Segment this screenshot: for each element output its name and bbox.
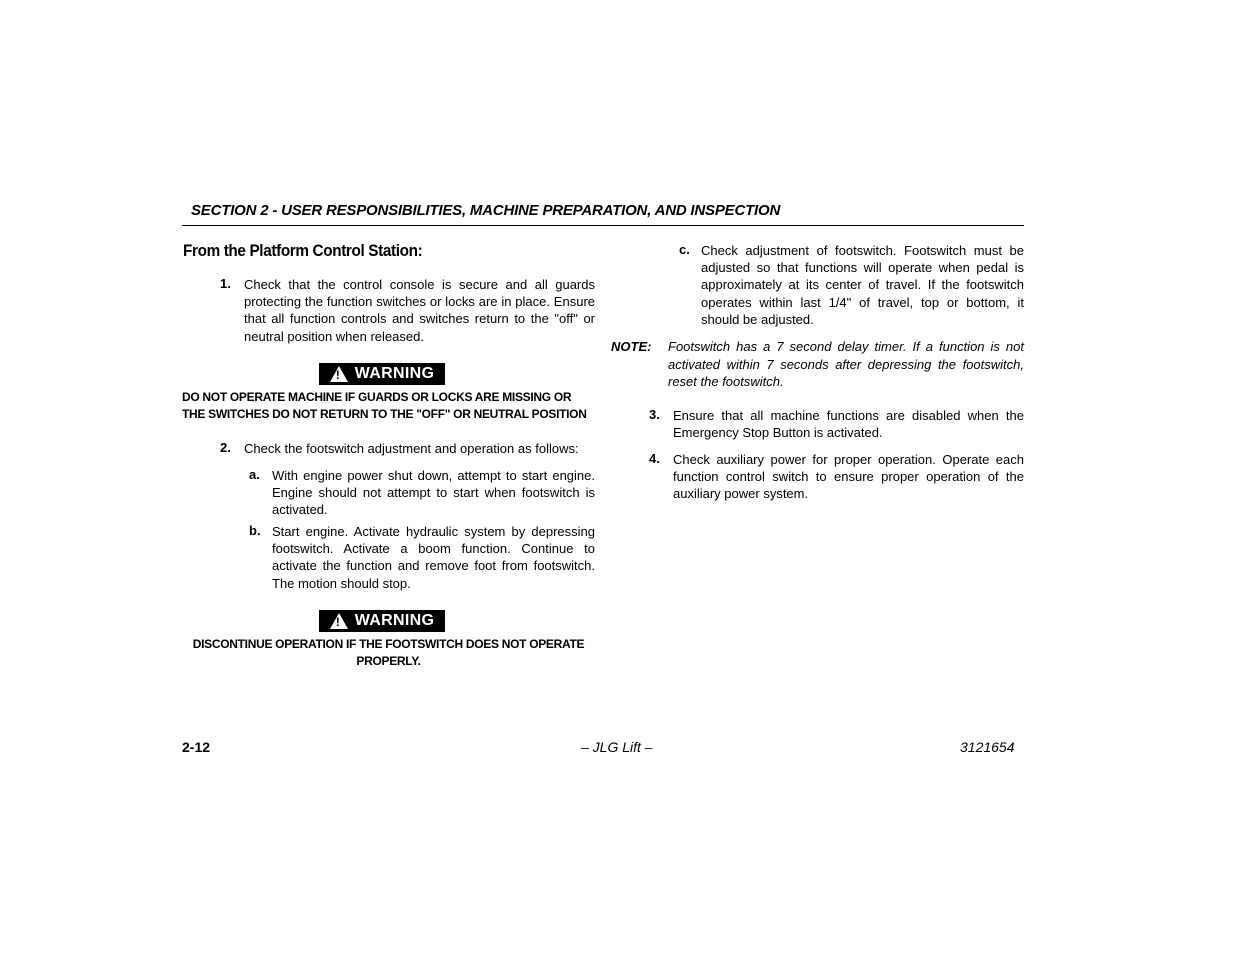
section-header: SECTION 2 - USER RESPONSIBILITIES, MACHINE PREPARATION, AND INSPECTION (191, 202, 781, 219)
footer-page-number: 2-12 (182, 739, 211, 755)
item-2-number: 2. (220, 440, 231, 455)
warning-triangle-icon (330, 613, 348, 629)
warning-banner-2 (319, 610, 445, 632)
sub-b-number: b. (249, 523, 261, 538)
item-4-text: Check auxiliary power for proper operation. Operate each function control switch to ensure proper operation of the auxiliary power system. (673, 452, 1024, 502)
warning-banner-1 (319, 363, 445, 385)
item-2-text: Check the footswitch adjustment and operation as follows: (244, 441, 579, 456)
warning-label-2: WARNING (354, 612, 435, 629)
item-3-text: Ensure that all machine functions are disabled when the Emergency Stop Button is activated. (673, 408, 1024, 441)
warning-text-2: DISCONTINUE OPERATION IF THE FOOTSWITCH DOES NOT OPERATE PROPERLY. (192, 637, 585, 668)
footer-doc-number: 3121654 (960, 739, 1015, 755)
sub-c-number: c. (679, 242, 690, 257)
sub-a-number: a. (249, 467, 260, 482)
warning-label-1: WARNING (354, 365, 435, 382)
page-heading: From the Platform Control Station: (183, 241, 423, 260)
header-rule (182, 225, 1024, 226)
warning-triangle-icon (330, 366, 348, 382)
sub-a-text: With engine power shut down, attempt to start engine. Engine should not attempt to start when footswitch is activated. (272, 468, 595, 518)
item-4-number: 4. (649, 451, 660, 466)
footer-center: – JLG Lift – (581, 739, 653, 755)
item-1-text: Check that the control console is secure and all guards protecting the function switches or locks are in place. Ensure that all function controls and switches return to the "off" or neutral position when released. (244, 277, 595, 344)
note-label: NOTE: (611, 339, 652, 354)
sub-b-text: Start engine. Activate hydraulic system by depressing footswitch. Activate a boom function. Continue to activate the function and remove foot from footswitch. The motion should stop. (272, 524, 595, 591)
item-1-number: 1. (220, 276, 231, 291)
item-3-number: 3. (649, 407, 660, 422)
note-text: Footswitch has a 7 second delay timer. If a function is not activated within 7 seconds after depressing the footswitch, reset the footswitch. (668, 339, 1024, 389)
warning-text-1: DO NOT OPERATE MACHINE IF GUARDS OR LOCKS ARE MISSING OR THE SWITCHES DO NOT RETURN TO THE "OFF" OR NEUTRAL POSITION (182, 390, 587, 421)
sub-c-text: Check adjustment of footswitch. Footswitch must be adjusted so that functions will operate when pedal is approximately at its center of travel. If the footswitch operates within last 1/4" of travel, top or bottom, it should be adjusted. (701, 243, 1024, 327)
